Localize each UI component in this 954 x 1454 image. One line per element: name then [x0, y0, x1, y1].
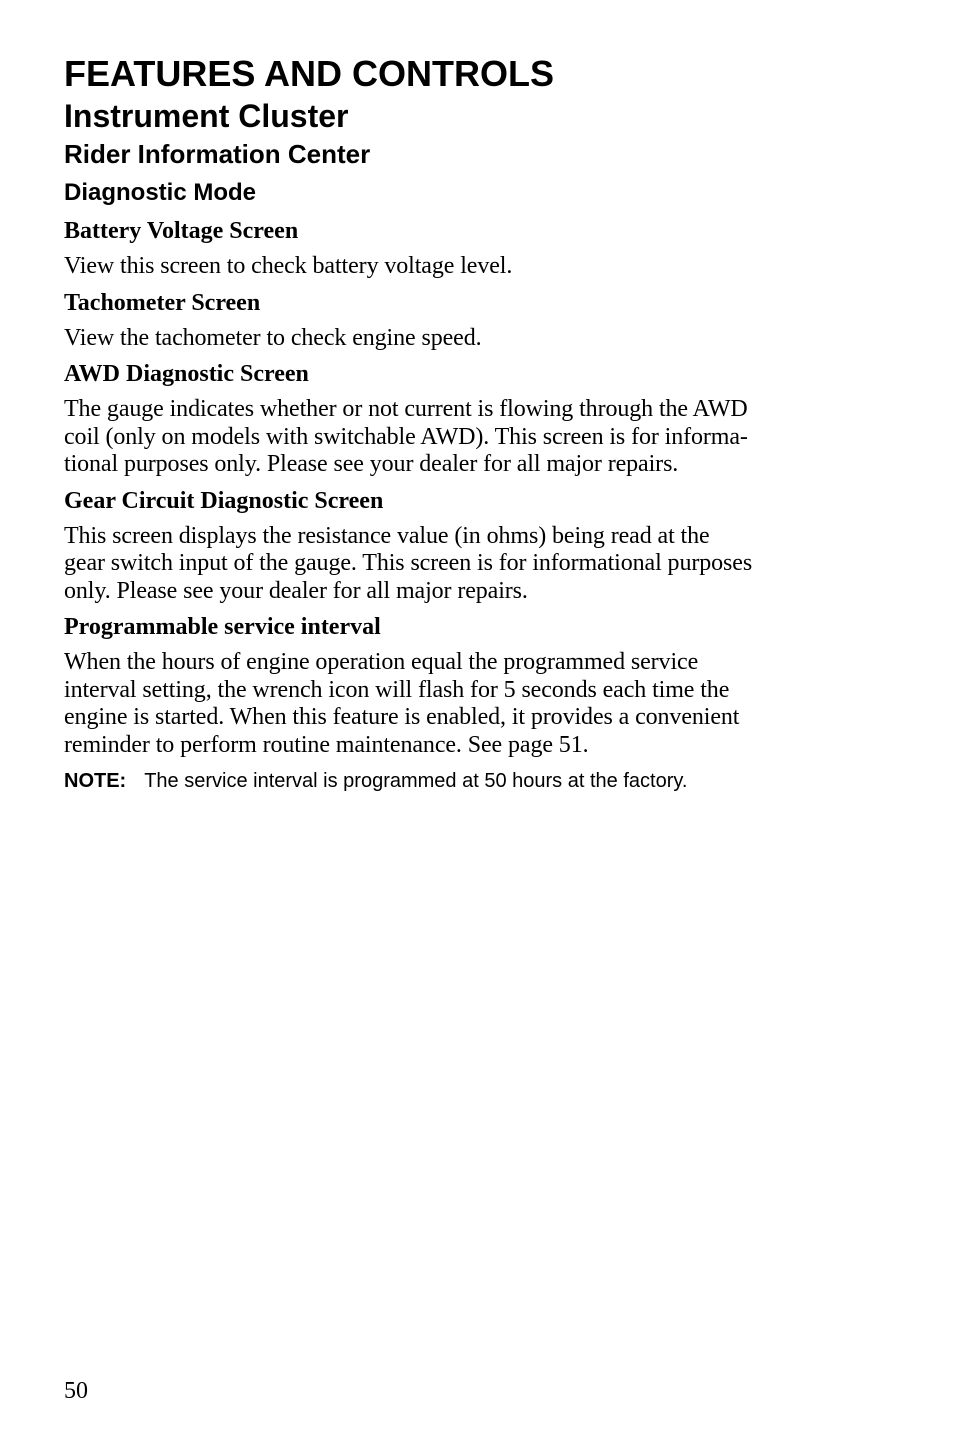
section-heading: Battery Voltage Screen: [64, 218, 299, 244]
body-line: This screen displays the resistance value (in ohms) being read at the: [64, 522, 710, 549]
body-line: tional purposes only. Please see your dealer for all major repairs.: [64, 451, 679, 477]
section-body: [64, 523, 864, 606]
section-battery-voltage: [64, 216, 864, 281]
body-line: reminder to perform routine maintenance. See page 51.: [64, 731, 589, 758]
body-line: View this screen to check battery voltage level.: [64, 253, 513, 279]
section-service-interval: [64, 612, 864, 759]
section-heading: Programmable service interval: [64, 614, 381, 640]
section-awd-diagnostic: [64, 359, 864, 479]
chapter-title: FEATURES AND CONTROLS: [64, 53, 554, 94]
body-line: coil (only on models with switchable AWD). This screen is for informa-: [64, 423, 748, 450]
section-gear-circuit-diagnostic: [64, 486, 864, 606]
body-line: When the hours of engine operation equal the programmed service: [64, 649, 699, 675]
body-line: The gauge indicates whether or not current is flowing through the AWD: [64, 396, 748, 422]
body-line: View the tachometer to check engine speed.: [64, 324, 482, 351]
topic-title: Diagnostic Mode: [64, 179, 257, 206]
note-text: The service interval is programmed at 50 hours at the factory.: [144, 770, 688, 792]
page-number: 50: [64, 1378, 88, 1404]
subsection-title: Rider Information Center: [64, 139, 371, 169]
page-content: [64, 52, 864, 795]
section-body: [64, 325, 864, 353]
section-heading: Gear Circuit Diagnostic Screen: [64, 487, 384, 514]
section-body: [64, 649, 864, 759]
note-label: NOTE:: [64, 770, 127, 792]
section-heading: AWD Diagnostic Screen: [64, 361, 309, 387]
section-body: [64, 396, 864, 479]
body-line: gear switch input of the gauge. This screen is for informational purposes: [64, 550, 753, 576]
body-line: interval setting, the wrench icon will flash for 5 seconds each time the: [64, 676, 730, 703]
section-body: [64, 253, 864, 281]
body-line: engine is started. When this feature is enabled, it provides a convenient: [64, 704, 740, 730]
section-title: Instrument Cluster: [64, 98, 349, 134]
body-line: only. Please see your dealer for all major repairs.: [64, 577, 528, 604]
section-tachometer: [64, 288, 864, 353]
section-heading: Tachometer Screen: [64, 289, 261, 316]
note: [64, 767, 864, 795]
